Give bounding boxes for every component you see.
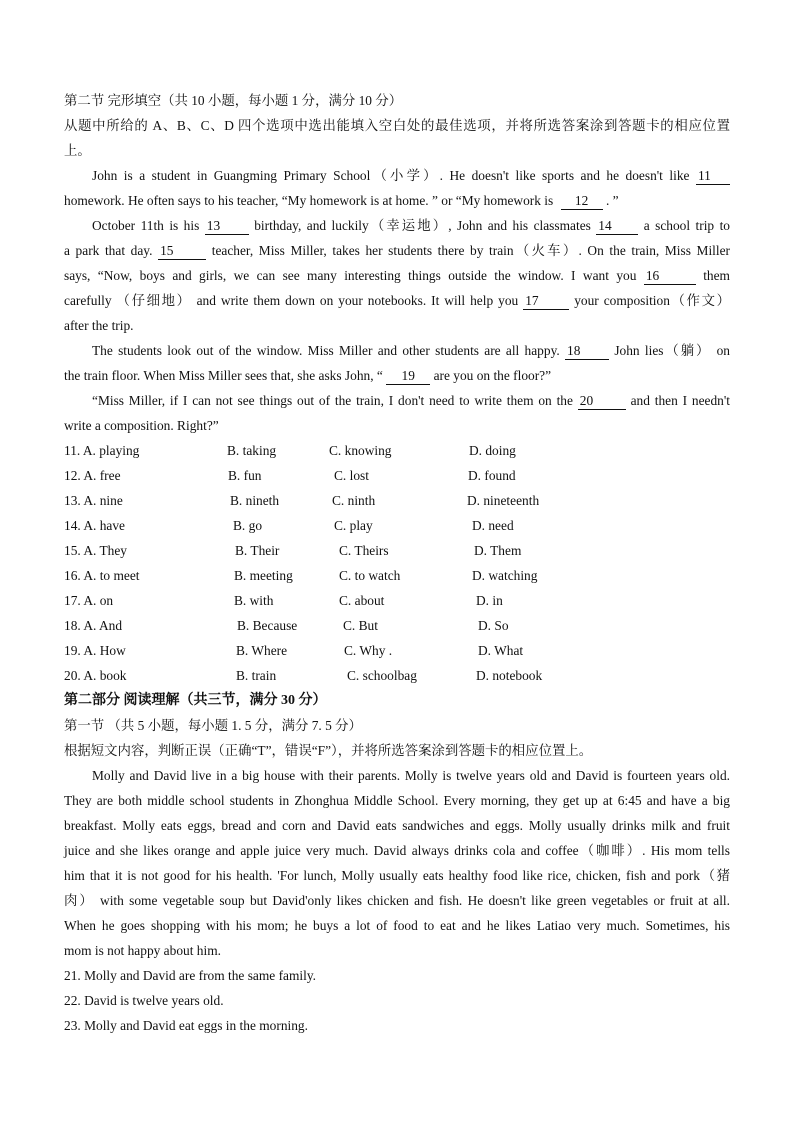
passage-line: homework. He often says to his teacher, “My homework is at home. ” or “My homework is 12 . ” (64, 193, 619, 208)
blank-15: 15 (158, 242, 206, 260)
passage-line: October 11th is his 13 birthday, and luckily（幸运地）, John and his classmates 14 a school trip to (92, 218, 730, 233)
passage-line: The students look out of the window. Miss Miller and other students are all happy. 18 John lies（躺） on (92, 343, 730, 358)
passage-line: carefully （仔细地） and write them down on your notebooks. It will help you 17 your composition（作文） (64, 293, 730, 308)
option-row: 12. A. free B. fun C. lost D. found (64, 468, 516, 483)
passage-line: him that it is not good for his health. 'For lunch, Molly usually eats healthy food like rice, chicken, fish and pork（猪 (64, 868, 730, 883)
passage-line: breakfast. Molly eats eggs, bread and corn and David eats sandwiches and eggs. Molly usually drinks milk and fruit (64, 818, 730, 833)
option-row: 20. A. book B. train C. schoolbag D. notebook (64, 668, 543, 683)
blank-14: 14 (596, 217, 638, 235)
option-row: 18. A. And B. Because C. But D. So (64, 618, 509, 633)
passage-line: after the trip. (64, 318, 134, 333)
option-row: 17. A. on B. with C. about D. in (64, 593, 503, 608)
question-23: 23. Molly and David eat eggs in the morning. (64, 1018, 308, 1033)
passage-line: Molly and David live in a big house with their parents. Molly is twelve years old and David is fourteen years old. (92, 768, 730, 783)
passage-line: the train floor. When Miss Miller sees that, she asks John, “ 19 are you on the floor?” (64, 368, 552, 383)
instruction-line: 根据短文内容，判断正误（正确“T”，错误“F”），并将所选答案涂到答题卡的相应位置上。 (64, 743, 593, 758)
passage-line: a park that day. 15 teacher, Miss Miller, takes her students there by train（火车）. On the train, Miss Miller (64, 243, 731, 258)
question-22: 22. David is twelve years old. (64, 993, 224, 1008)
blank-17: 17 (523, 292, 569, 310)
blank-11: 11 (696, 167, 730, 185)
passage-line: When he goes shopping with his mom; he buys a lot of food to eat and he likes Latiao very much. Sometimes, his (64, 918, 730, 933)
part-heading: 第二部分 阅读理解（共三节，满分 30 分） (64, 693, 327, 708)
blank-19: 19 (386, 367, 430, 385)
options-list (64, 438, 730, 688)
option-row: 11. A. playing B. taking C. knowing D. doing (64, 443, 516, 458)
option-row: 19. A. How B. Where C. Why . D. What (64, 643, 524, 658)
passage-line: 肉） with some vegetable soup but David'only likes chicken and fish. He doesn't like green vegetables or fruit at all. (64, 893, 730, 908)
passage-line: “Miss Miller, if I can not see things out of the train, I don't need to write them on the 20 and then I needn't (92, 393, 731, 408)
blank-12: 12 (561, 192, 603, 210)
section-heading: 第一节 （共 5 小题，每小题 1. 5 分，满分 7. 5 分） (64, 718, 362, 733)
option-row: 13. A. nine B. nineth C. ninth D. nineteenth (64, 493, 540, 508)
passage-line: mom is not happy about him. (64, 943, 221, 958)
passage-line: says, “Now, boys and girls, we can see many interesting things outside the window. I want you 16 them (64, 268, 730, 283)
passage-line: They are both middle school students in Zhonghua Middle School. Every morning, they get up at 6:45 and have a big (64, 793, 730, 808)
instruction-line: 从题中所给的 A、B、C、D 四个选项中选出能填入空白处的最佳选项，并将所选答案涂到答题卡的相应位置 (64, 118, 730, 133)
instruction-line: 上。 (64, 143, 91, 158)
blank-13: 13 (205, 217, 249, 235)
document-page (64, 88, 730, 1038)
reading-passage (64, 763, 730, 963)
option-row: 15. A. They B. Their C. Theirs D. Them (64, 543, 522, 558)
passage-line: John is a student in Guangming Primary School（小学）. He doesn't like sports and he doesn't like 11 (64, 163, 730, 188)
question-21: 21. Molly and David are from the same family. (64, 968, 316, 983)
passage-line: juice and she likes orange and apple juice very much. David always drinks cola and coffee（咖啡）. His mom tells (64, 843, 730, 858)
blank-18: 18 (565, 342, 609, 360)
blank-16: 16 (644, 267, 696, 285)
passage-line: write a composition. Right?” (64, 418, 219, 433)
option-row: 16. A. to meet B. meeting C. to watch D. watching (64, 568, 538, 583)
section-heading: 第二节 完形填空（共 10 小题，每小题 1 分，满分 10 分） (64, 93, 403, 108)
option-row: 14. A. have B. go C. play D. need (64, 518, 514, 533)
blank-20: 20 (578, 392, 626, 410)
